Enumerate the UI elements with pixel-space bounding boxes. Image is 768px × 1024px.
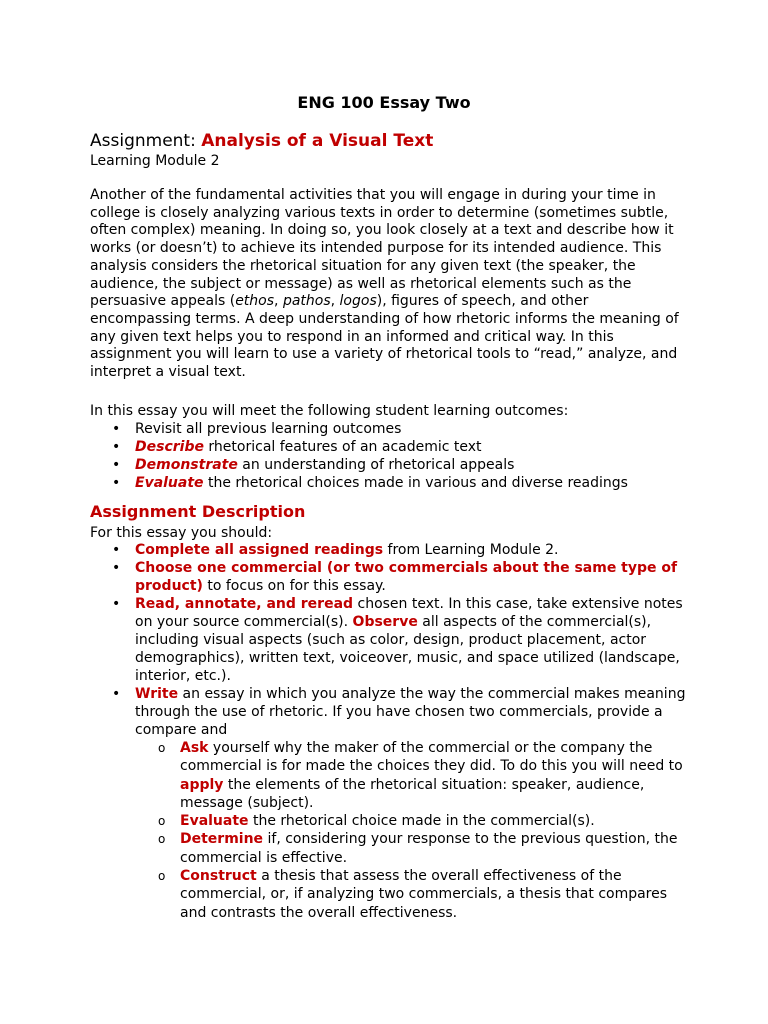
module-label: Learning Module 2 <box>90 153 220 169</box>
bullet-icon: • <box>112 457 121 473</box>
list-item: o Evaluate the rhetorical choice made in the commercial(s). <box>158 813 595 830</box>
list-item: • Describe rhetorical features of an academic text <box>112 439 482 455</box>
list-item: • Choose one commercial (or two commercials about the same type of product) to focus on for this essay. <box>112 560 678 594</box>
para-text-1: Another of the fundamental activities that you will engage in during your time in college is closely analyzing various texts in order to determine (sometimes subtle, often complex) meaning. In doing so, you look closely at a text and describe how it works (or doesn’t) to achieve its intended purpose for its intended audience. This analysis considers the rhetorical situation for any given text (the speaker, the audience, the subject or message) as well as rhetorical elements such as the persuasive appeals ( <box>90 187 674 310</box>
para-logos: logos <box>339 293 377 310</box>
circle-bullet-icon: o <box>158 814 166 829</box>
bullet-icon: • <box>112 475 121 491</box>
list-item: • Demonstrate an understanding of rhetorical appeals <box>112 457 515 473</box>
list-item: • Read, annotate, and reread chosen text. In this case, take extensive notes on your source commercial(s). Observe all aspects of the commercial(s), including visual aspects (such as color, design, product placement, actor demographics), written text, voiceover, music, and space utilized (landscape, interior, etc.). <box>112 596 683 684</box>
para-pathos: pathos <box>282 293 331 310</box>
tasks-intro: For this essay you should: <box>90 525 273 541</box>
circle-bullet-icon: o <box>158 741 166 755</box>
list-item: • Complete all assigned readings from Learning Module 2. <box>112 542 559 558</box>
para-sep-2: , <box>330 293 340 310</box>
tasks-list <box>90 541 690 922</box>
bullet-icon: • <box>112 686 121 702</box>
para-text-2: ), figures of speech, and other encompassing terms. A deep understanding of how rhetoric informs the meaning of any given text helps you to respond in an informed and critical way. In this assignment you will learn to use a variety of rhetorical tools to “read,” analyze, and interpret a visual text. <box>90 293 679 381</box>
bullet-icon: • <box>112 542 121 558</box>
bullet-icon: • <box>112 421 121 437</box>
intro-paragraph <box>90 187 690 382</box>
para-ethos: ethos <box>235 293 275 310</box>
section-heading: Assignment Description <box>90 502 306 521</box>
list-item: • Revisit all previous learning outcomes <box>112 421 402 437</box>
list-item: • Evaluate the rhetorical choices made in various and diverse readings <box>112 475 628 491</box>
bullet-icon: • <box>112 596 121 612</box>
list-item: • Write an essay in which you analyze the way the commercial makes meaning through the use of rhetoric. If you have chosen two commercials, provide a compare and o Ask yourself why the maker of the commercial or the company the commercial is for made the choices they did. To do this you will need to apply the elements of the rhetorical situation: speaker, audience, message (subject). o Evaluate the rhetorical choice made in the commercial(s). o Determine if, considering your response to the previous question, the commercial is effective. o Construct a thesis that assess the overall effectiveness of the commercial, or, if analyzing two commercials, a thesis that compares and contrasts the overall effectiveness. <box>90 685 690 922</box>
bullet-icon: • <box>112 560 121 576</box>
list-item: o Determine if, considering your response to the previous question, the commercial is effective. <box>158 831 678 866</box>
assignment-label: Assignment: <box>90 131 202 151</box>
assignment-name: Analysis of a Visual Text <box>201 131 434 151</box>
document-title: ENG 100 Essay Two <box>297 93 471 112</box>
circle-bullet-icon: o <box>158 869 166 884</box>
para-sep-1: , <box>274 293 283 310</box>
bullet-icon: • <box>112 439 121 455</box>
list-item: o Ask yourself why the maker of the commercial or the company the commercial is for made the choices they did. To do this you will need to apply the elements of the rhetorical situation: speaker, audience, message (subject). <box>158 740 683 811</box>
subtasks-list <box>135 739 690 922</box>
outcomes-intro: In this essay you will meet the following student learning outcomes: <box>90 403 569 419</box>
assignment-line <box>90 130 433 152</box>
circle-bullet-icon: o <box>158 832 166 847</box>
list-item: o Construct a thesis that assess the overall effectiveness of the commercial, or, if analyzing two commercials, a thesis that compares and contrasts the overall effectiveness. <box>158 868 668 921</box>
outcomes-list <box>90 420 690 492</box>
